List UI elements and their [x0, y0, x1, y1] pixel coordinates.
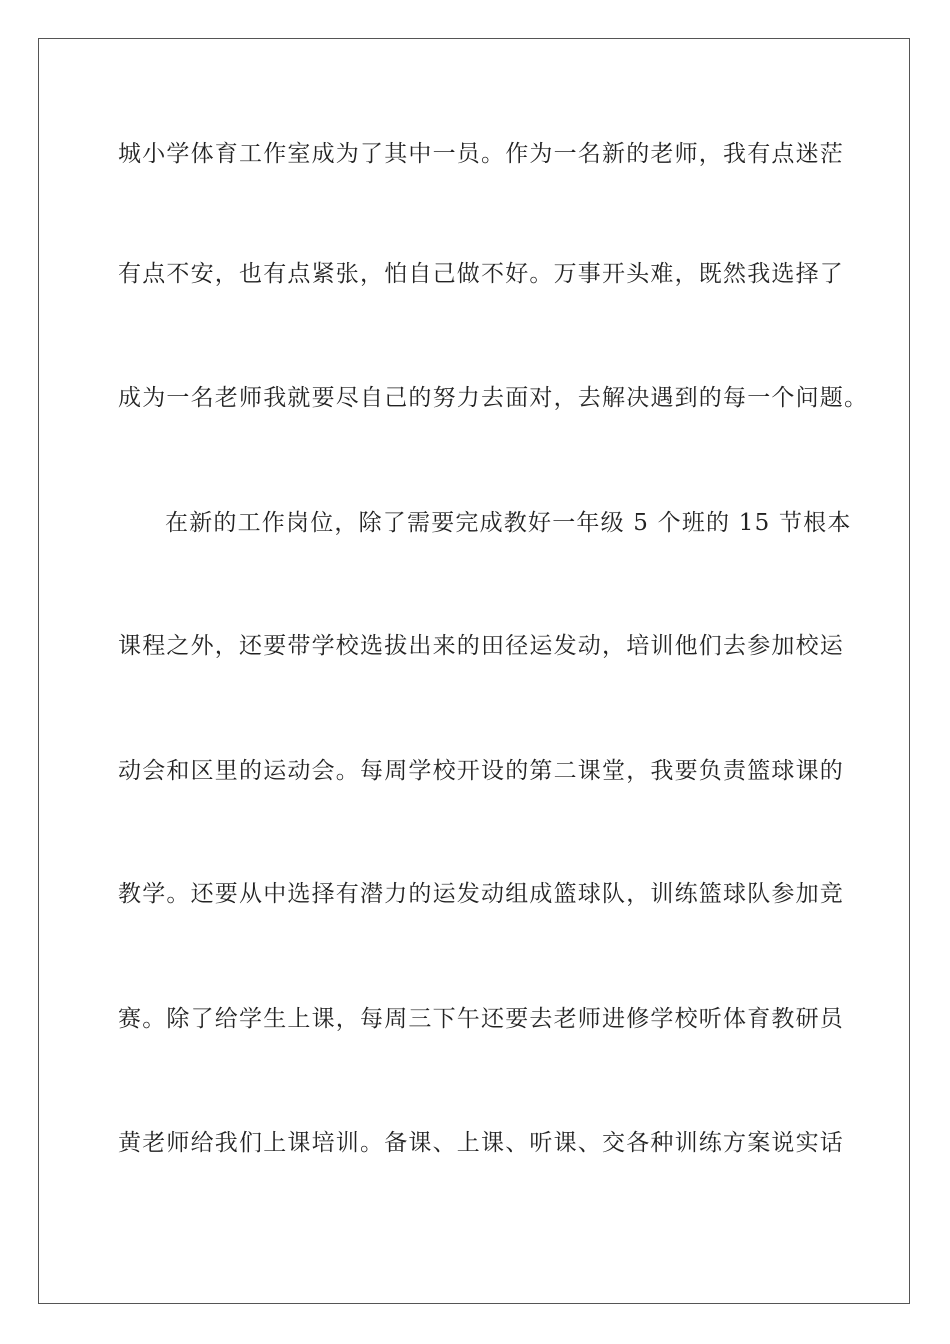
text-line-1: 城小学体育工作室成为了其中一员。作为一名新的老师，我有点迷茫 — [118, 141, 844, 167]
text-line-4-paragraph-start: 在新的工作岗位，除了需要完成教好一年级 5 个班的 15 节根本 — [165, 510, 852, 536]
text-line-9: 黄老师给我们上课培训。备课、上课、听课、交各种训练方案说实话 — [118, 1130, 844, 1156]
text-line-8: 赛。除了给学生上课，每周三下午还要去老师进修学校听体育教研员 — [118, 1006, 844, 1032]
text-line-7: 教学。还要从中选择有潜力的运发动组成篮球队，训练篮球队参加竞 — [118, 881, 844, 907]
text-line-5: 课程之外，还要带学校选拔出来的田径运发动，培训他们去参加校运 — [118, 633, 844, 659]
text-line-3: 成为一名老师我就要尽自己的努力去面对，去解决遇到的每一个问题。 — [118, 385, 869, 411]
text-line-6: 动会和区里的运动会。每周学校开设的第二课堂，我要负责篮球课的 — [118, 758, 844, 784]
page-border — [38, 38, 910, 1304]
text-line-2: 有点不安，也有点紧张，怕自己做不好。万事开头难，既然我选择了 — [118, 261, 844, 287]
